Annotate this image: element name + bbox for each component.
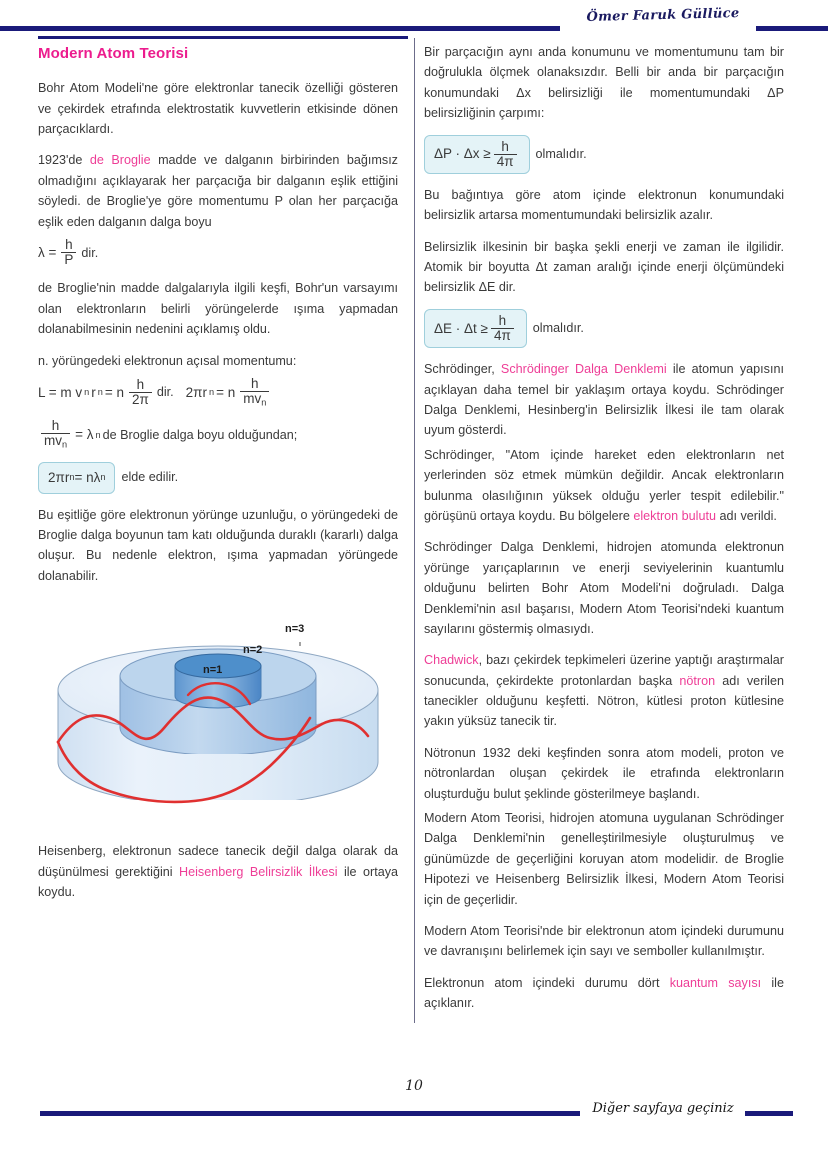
paragraph-modern-atom-theory — [424, 808, 784, 910]
fraction-denominator: 4π — [494, 154, 517, 169]
boxed-equation-caption: olmalıdır. — [532, 321, 584, 336]
text-segment: 1923'de — [38, 153, 90, 168]
subscript-n: n — [62, 440, 68, 451]
boxed-equation-caption: elde edilir. — [121, 470, 179, 485]
paragraph-text: Bir parçacığın aynı anda konumunu ve momentumunu tam bir doğrulukla ölçmek olanaksızdır. Belli bir anda bir parçacığın konumundaki Δx belirsizliği ile momentumundaki ΔP belirsizliğinin çarpımı: — [424, 45, 784, 121]
paragraph-text: Bu bağıntıya göre atom içinde elektronun konumundaki belirsizlik artarsa momentumundaki belirsizlik azalır. — [424, 187, 784, 223]
text-segment: , bazı çekirdek tepkimeleri üzerine yaptığı araştırmalar sonucunda, çekirdekte protonlardan başka — [424, 653, 784, 688]
boxed-equation-row-1 — [38, 462, 398, 494]
text-segment: Schrödinger, — [424, 362, 501, 377]
fraction-h-over-4pi — [494, 140, 517, 169]
text-segment: madde ve dalganın birbirinden bağımsız olmadığını açıklayarak her parçacığa bir dalganın eşlik ettiğini söyledi. de Broglie'ye göre momentumu P olan her parçacığa eşlik eden dalganın dalga boyu — [38, 153, 398, 229]
orbit-label-n1: n=1 — [203, 664, 223, 677]
boxed-equation-de-dt — [424, 309, 527, 348]
paragraph-neutron-discovery — [424, 743, 784, 804]
boxed-equation-caption: olmalıdır. — [535, 147, 587, 162]
denominator-text: mv — [44, 433, 62, 449]
fraction-denominator — [240, 391, 269, 408]
paragraph-energy-time — [424, 237, 784, 298]
highlight-heisenberg-principle: Heisenberg Belirsizlik İlkesi — [179, 864, 338, 879]
header-rule-left — [0, 26, 560, 31]
equation-angular-momentum — [38, 377, 398, 408]
paragraph-angular-momentum — [38, 351, 398, 371]
text-segment: adı verilen tanecikler olduğunu keşfetti. Nötron, kütlesi proton kütlesine yakın yüksüz tanecik tir. — [424, 673, 784, 729]
paragraph-uncertainty-relation — [424, 185, 784, 226]
boxed-equation-2pirn — [38, 462, 115, 494]
page-number: 10 — [405, 1078, 423, 1094]
left-column-top-rule — [38, 36, 408, 39]
subscript-n: n — [261, 397, 267, 408]
equation-lhs: ΔP · Δx ≥ — [434, 146, 491, 162]
left-column — [38, 42, 398, 913]
fraction-denominator: 4π — [491, 328, 514, 343]
equation-second-lhs: 2πr — [185, 384, 207, 400]
orbit-label-n3: n=3 — [285, 623, 305, 636]
page-footer — [0, 1101, 828, 1126]
page-header — [0, 0, 828, 40]
text-segment: Elektronun atom içindeki durumu dört — [424, 975, 670, 990]
equation-mid: = nλ — [74, 469, 101, 485]
paragraph-text: Bu eşitliğe göre elektronun yörünge uzunluğu, o yörüngedeki de Broglie dalga boyunun tam katı olduğunda duraklı (kararlı) dalga oluşur. Bu nedenle elektron, ışıma yapmadan yörüngede dolanabilir. — [38, 507, 398, 583]
boxed-equation-row-dp-dx — [424, 135, 784, 174]
subscript-n: n — [208, 387, 215, 398]
equation-rest: de Broglie dalga boyu olduğundan; — [102, 427, 298, 442]
paragraph-schrodinger-equation — [424, 359, 784, 441]
paragraph-text: Bohr Atom Modeli'ne göre elektronlar tanecik özelliği gösteren ve çekirdek etrafında elektrostatik kuvvetlerin etkisinde dönen parçacıklardı. — [38, 81, 398, 137]
fraction-numerator: h — [65, 237, 73, 253]
equation-tail: dir. — [156, 385, 174, 400]
text-segment: ile açıklanır. — [424, 975, 784, 1011]
footer-rule-right — [745, 1111, 793, 1116]
fraction-h-over-mvn-2 — [41, 419, 70, 450]
subscript-n: n — [100, 472, 106, 483]
header-rule-right — [756, 26, 828, 31]
paragraph-bohr-explained — [38, 278, 398, 339]
orbit-diagram-svg — [38, 614, 398, 829]
fraction-h-over-2pi — [129, 378, 152, 407]
right-column — [424, 42, 784, 1025]
highlight-chadwick: Chadwick — [424, 653, 479, 668]
subscript-n: n — [84, 387, 90, 398]
paragraph-text: Nötronun 1932 deki keşfinden sonra atom modeli, proton ve nötronlardan oluşan çekirdek ile etrafında elektronların oluşturduğu bulut şeklinde gösterilmeye başlandı. — [424, 745, 784, 801]
paragraph-quantum-numbers-origin — [424, 537, 784, 639]
boxed-equation-row-de-dt — [424, 309, 784, 348]
fraction-numerator: h — [51, 418, 60, 434]
equation-mid: r — [91, 384, 96, 400]
text-segment: Schrödinger, "Atom içinde hareket eden elektronların net yerlerinden söz etmek mümkün değildir. Ancak elektronların bulunma olasılığının yüksek olduğu yerler tespit edilebilir." görüşünü ortaya koydu. Bu bölgelere — [424, 447, 784, 523]
equation-lhs: 2πr — [48, 469, 70, 485]
fraction-denominator — [41, 433, 70, 450]
footer-rule-left — [40, 1111, 580, 1116]
equation-lambda — [38, 238, 398, 267]
paragraph-symbols — [424, 921, 784, 962]
highlight-quantum-number: kuantum sayısı — [669, 975, 762, 990]
fraction-numerator: h — [136, 376, 145, 392]
figure-standing-wave-orbits — [38, 614, 398, 829]
fraction-h-over-mvn — [240, 377, 269, 408]
paragraph-four-quantum-numbers — [424, 973, 784, 1014]
paragraph-text: Schrödinger Dalga Denklemi, hidrojen atomunda elektronun yörünge yarıçaplarının ve enerji seviyelerinin kuantumlu olduğunu belirten Bohr Atom Modeli'ni doğruladı. Dalga Denklemi'nin asıl başarısı, Modern Atom Teorisi'ndeki kuantum sayılarını göstermiş olmasıydı. — [424, 540, 784, 636]
fraction-h-over-p — [61, 238, 76, 267]
highlight-neutron: nötron — [679, 673, 716, 688]
subscript-n: n — [97, 387, 103, 398]
equation-second-eq: = n — [216, 384, 236, 400]
equation-lhs: L = m v — [38, 384, 83, 400]
equation-mv-lambda — [38, 419, 398, 450]
fraction-denominator: 2π — [129, 392, 152, 407]
boxed-equation-dp-dx — [424, 135, 530, 174]
equation-tail: = λ — [75, 427, 94, 443]
orbit-label-n2: n=2 — [243, 644, 263, 657]
column-divider — [414, 38, 415, 1023]
fraction-h-over-4pi-2 — [491, 314, 514, 343]
paragraph-text: n. yörüngedeki elektronun açısal momentumu: — [38, 353, 297, 368]
equation-eq: = n — [104, 384, 125, 400]
fraction-numerator: h — [251, 375, 259, 391]
paragraph-uncertainty-intro — [424, 42, 784, 124]
author-signature: Ömer Faruk Güllüce — [586, 6, 740, 25]
paragraph-standing-wave — [38, 505, 398, 587]
highlight-electron-cloud: elektron bulutu — [633, 508, 716, 523]
paragraph-text: de Broglie'nin madde dalgalarıyla ilgili keşfi, Bohr'un varsayımı olan elektronların belirli yörüngelerde ışıma yapmadan dolanabilmesinin nedenini açıklamış oldu. — [38, 281, 398, 337]
text-segment: Heisenberg, elektronun sadece tanecik değil dalga olarak da düşünülmesi gerektiğini — [38, 844, 398, 879]
paragraph-chadwick — [424, 650, 784, 732]
text-segment: adı verildi. — [715, 508, 777, 523]
denominator-text: mv — [243, 391, 262, 407]
page-title: Modern Atom Teorisi — [38, 45, 189, 62]
paragraph-text: Modern Atom Teorisi'nde bir elektronun atom içindeki durumunu ve davranışını belirlemek için sayı ve semboller kullanılmıştır. — [424, 923, 784, 959]
footer-note: Diğer sayfaya geçiniz — [592, 1101, 734, 1116]
text-segment: ile atomun yapısını açıklayan daha temel bir yaklaşım ortaya koydu. Schrödinger Dalga Denklemi, Hesinberg'in Belirsizlik İlkesi ile tam olarak uyum gösterdi. — [424, 362, 784, 438]
paragraph-heisenberg — [38, 841, 398, 902]
paragraph-text: Belirsizlik ilkesinin bir başka şekli enerji ve zaman ile ilgilidir. Atomik bir boyutta Δt zaman aralığı içinde enerji ölçümündeki belirsizlik ΔE dir. — [424, 239, 784, 295]
highlight-de-broglie: de Broglie — [89, 153, 151, 168]
text-segment: ile ortaya koydu. — [38, 864, 399, 899]
subscript-n: n — [95, 429, 101, 440]
subscript-n: n — [69, 472, 75, 483]
fraction-numerator: h — [498, 312, 507, 328]
equation-tail: dir. — [81, 245, 99, 260]
fraction-denominator: P — [61, 252, 76, 267]
paragraph-electron-cloud — [424, 445, 784, 527]
fraction-numerator: h — [501, 138, 509, 154]
paragraph-text: Modern Atom Teorisi, hidrojen atomuna uygulanan Schrödinger Dalga Denklemi'nin genelleştirilmesiyle oluşturulmuş ve günümüzde de geçerliğini koruyan atom modelidir. de Broglie Hipotezi ve Heisenberg Belirsizlik İlkesi, Modern Atom Teorisi için de geçerlidir. — [424, 811, 784, 907]
equation-lhs: λ = — [38, 244, 57, 260]
highlight-schrodinger-equation: Schrödinger Dalga Denklemi — [500, 362, 667, 377]
equation-lhs: ΔE · Δt ≥ — [434, 320, 488, 336]
paragraph-bohr-model — [38, 78, 398, 139]
paragraph-de-broglie — [38, 150, 398, 232]
